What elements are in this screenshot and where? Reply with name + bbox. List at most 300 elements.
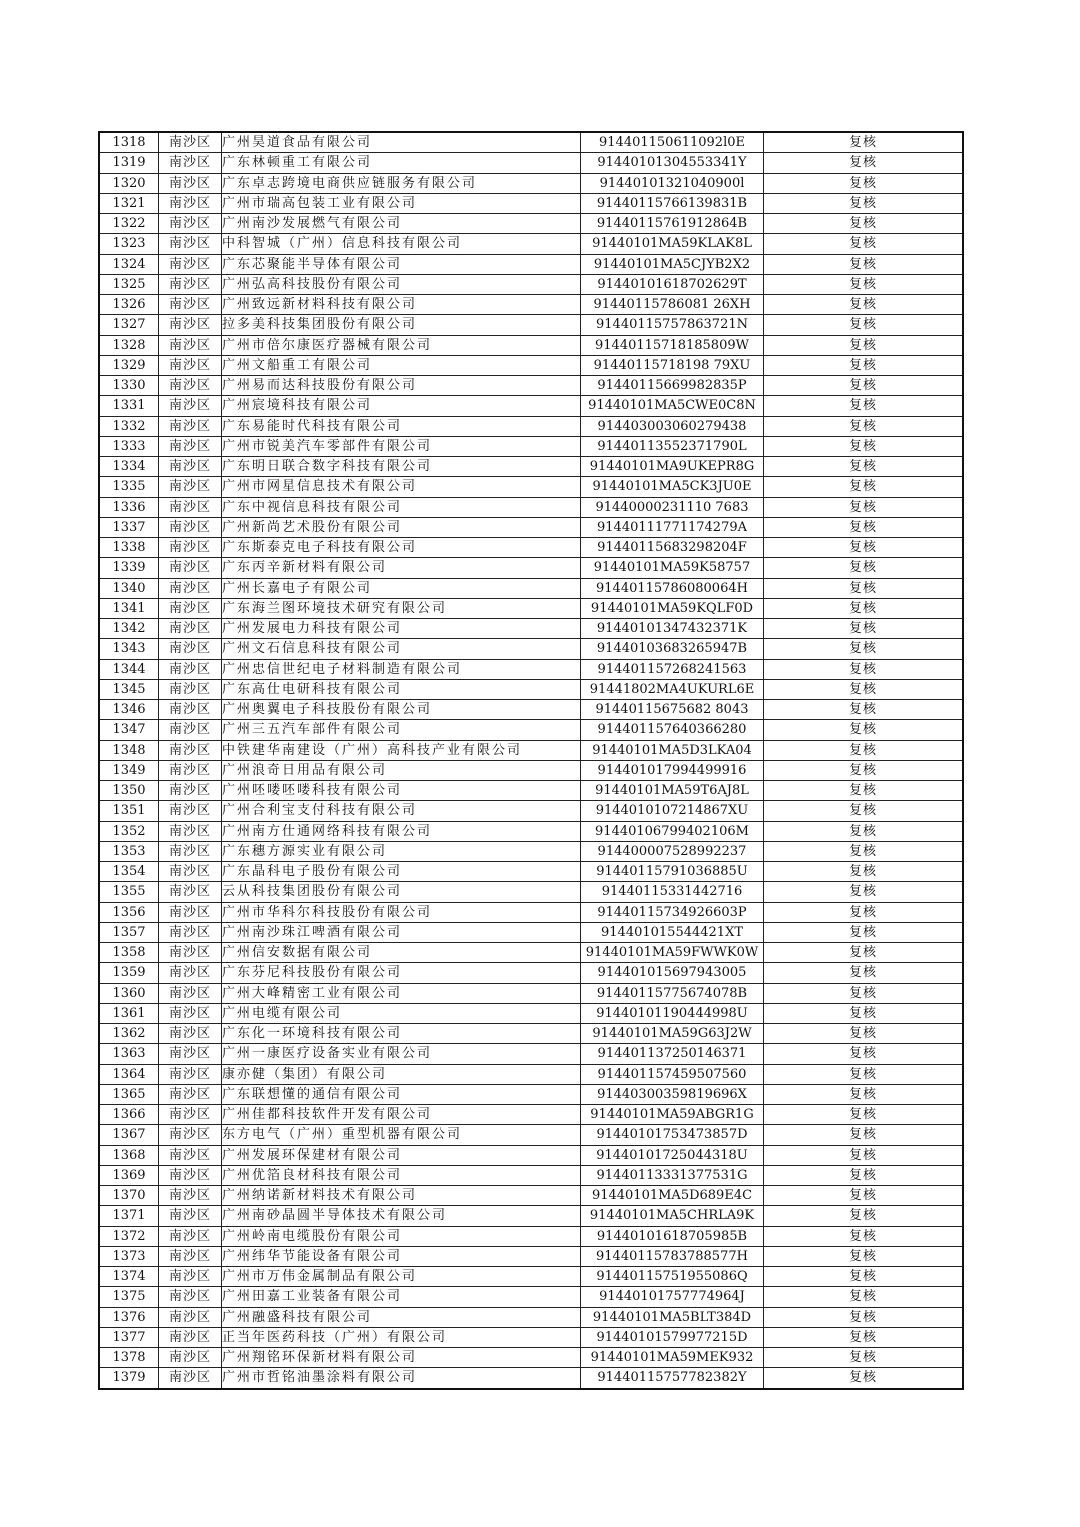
row-number: 1344: [99, 659, 159, 679]
company-name-cell: 广州长嘉电子有限公司: [222, 578, 581, 598]
company-name-cell: 广州浪奇日用品有限公司: [222, 760, 581, 780]
company-list-table: [98, 131, 964, 1390]
table-row: [99, 760, 963, 780]
status-cell: 复核: [764, 1125, 964, 1145]
row-number: 1362: [99, 1024, 159, 1044]
table-row: [99, 538, 963, 558]
credit-code-cell: 914401157640366280: [581, 720, 764, 740]
table-body: [99, 132, 963, 1389]
company-name-cell: 广州合利宝支付科技有限公司: [222, 801, 581, 821]
row-number: 1357: [99, 922, 159, 942]
district-cell: 南沙区: [159, 396, 222, 416]
district-cell: 南沙区: [159, 1145, 222, 1165]
district-cell: 南沙区: [159, 1125, 222, 1145]
status-cell: 复核: [764, 1246, 964, 1266]
status-cell: 复核: [764, 132, 964, 153]
company-name-cell: 广东中视信息科技有限公司: [222, 497, 581, 517]
row-number: 1328: [99, 335, 159, 355]
district-cell: 南沙区: [159, 619, 222, 639]
status-cell: 复核: [764, 234, 964, 254]
district-cell: 南沙区: [159, 639, 222, 659]
status-cell: 复核: [764, 1186, 964, 1206]
credit-code-cell: 91441802MA4UKURL6E: [581, 679, 764, 699]
table-row: [99, 517, 963, 537]
company-name-cell: 广州融盛科技有限公司: [222, 1307, 581, 1327]
table-row: [99, 902, 963, 922]
district-cell: 南沙区: [159, 679, 222, 699]
status-cell: 复核: [764, 1267, 964, 1287]
credit-code-cell: 91440101190444998U: [581, 1003, 764, 1023]
company-name-cell: 拉多美科技集团股份有限公司: [222, 315, 581, 335]
table-row: [99, 214, 963, 234]
company-name-cell: 广州优箔良材科技有限公司: [222, 1165, 581, 1185]
table-row: [99, 700, 963, 720]
row-number: 1333: [99, 436, 159, 456]
district-cell: 南沙区: [159, 173, 222, 193]
company-name-cell: 广州信安数据有限公司: [222, 943, 581, 963]
status-cell: 复核: [764, 1368, 964, 1389]
table-row: [99, 234, 963, 254]
company-name-cell: 广州新尚艺术股份有限公司: [222, 517, 581, 537]
credit-code-cell: 91440115783788577H: [581, 1246, 764, 1266]
row-number: 1354: [99, 862, 159, 882]
row-number: 1329: [99, 355, 159, 375]
table-row: [99, 1105, 963, 1125]
credit-code-cell: 91440101618705985B: [581, 1226, 764, 1246]
district-cell: 南沙区: [159, 558, 222, 578]
row-number: 1334: [99, 457, 159, 477]
row-number: 1323: [99, 234, 159, 254]
status-cell: 复核: [764, 760, 964, 780]
table-row: [99, 1348, 963, 1368]
district-cell: 南沙区: [159, 436, 222, 456]
credit-code-cell: 914401150611092l0E: [581, 132, 764, 153]
status-cell: 复核: [764, 558, 964, 578]
table-row: [99, 740, 963, 760]
company-name-cell: 广州忠信世纪电子材料制造有限公司: [222, 659, 581, 679]
credit-code-cell: 91440115669982835P: [581, 376, 764, 396]
status-cell: 复核: [764, 416, 964, 436]
credit-code-cell: 914400007528992237: [581, 841, 764, 861]
district-cell: 南沙区: [159, 517, 222, 537]
company-name-cell: 广州南方仕通网络科技有限公司: [222, 821, 581, 841]
district-cell: 南沙区: [159, 214, 222, 234]
company-name-cell: 广州岭南电缆股份有限公司: [222, 1226, 581, 1246]
credit-code-cell: 91440111771174279A: [581, 517, 764, 537]
company-name-cell: 广州市华科尔科技股份有限公司: [222, 902, 581, 922]
credit-code-cell: 91440101757774964J: [581, 1287, 764, 1307]
credit-code-cell: 91440101618702629T: [581, 274, 764, 294]
district-cell: 南沙区: [159, 376, 222, 396]
district-cell: 南沙区: [159, 497, 222, 517]
table-row: [99, 1125, 963, 1145]
table-row: [99, 922, 963, 942]
status-cell: 复核: [764, 295, 964, 315]
company-name-cell: 广东易能时代科技有限公司: [222, 416, 581, 436]
status-cell: 复核: [764, 841, 964, 861]
district-cell: 南沙区: [159, 1226, 222, 1246]
table-row: [99, 376, 963, 396]
table-row: [99, 497, 963, 517]
district-cell: 南沙区: [159, 1348, 222, 1368]
status-cell: 复核: [764, 173, 964, 193]
company-name-cell: 广东晶科电子股份有限公司: [222, 862, 581, 882]
credit-code-cell: 91440115761912864B: [581, 214, 764, 234]
credit-code-cell: 914401017994499916: [581, 760, 764, 780]
credit-code-cell: 91440101304553341Y: [581, 153, 764, 173]
table-row: [99, 436, 963, 456]
row-number: 1375: [99, 1287, 159, 1307]
district-cell: 南沙区: [159, 740, 222, 760]
row-number: 1322: [99, 214, 159, 234]
table-row: [99, 295, 963, 315]
row-number: 1372: [99, 1226, 159, 1246]
company-name-cell: 广州昊道食品有限公司: [222, 132, 581, 153]
status-cell: 复核: [764, 598, 964, 618]
table-row: [99, 315, 963, 335]
company-name-cell: 广东海兰图环境技术研究有限公司: [222, 598, 581, 618]
district-cell: 南沙区: [159, 1287, 222, 1307]
company-name-cell: 广州田嘉工业装备有限公司: [222, 1287, 581, 1307]
status-cell: 复核: [764, 193, 964, 213]
company-name-cell: 广州市倍尔康医疗器械有限公司: [222, 335, 581, 355]
status-cell: 复核: [764, 376, 964, 396]
company-name-cell: 中铁建华南建设（广州）高科技产业有限公司: [222, 740, 581, 760]
company-name-cell: 广州文船重工有限公司: [222, 355, 581, 375]
table-row: [99, 1165, 963, 1185]
table-row: [99, 983, 963, 1003]
status-cell: 复核: [764, 1307, 964, 1327]
row-number: 1343: [99, 639, 159, 659]
district-cell: 南沙区: [159, 902, 222, 922]
row-number: 1338: [99, 538, 159, 558]
credit-code-cell: 914401137250146371: [581, 1044, 764, 1064]
status-cell: 复核: [764, 315, 964, 335]
district-cell: 南沙区: [159, 416, 222, 436]
status-cell: 复核: [764, 639, 964, 659]
row-number: 1318: [99, 132, 159, 153]
company-name-cell: 广州南沙发展燃气有限公司: [222, 214, 581, 234]
table-row: [99, 1307, 963, 1327]
status-cell: 复核: [764, 679, 964, 699]
row-number: 1360: [99, 983, 159, 1003]
table-row: [99, 801, 963, 821]
company-name-cell: 正当年医药科技（广州）有限公司: [222, 1327, 581, 1347]
row-number: 1347: [99, 720, 159, 740]
status-cell: 复核: [764, 659, 964, 679]
credit-code-cell: 91440101MA5CWE0C8N: [581, 396, 764, 416]
table-row: [99, 1267, 963, 1287]
company-name-cell: 广州纬华节能设备有限公司: [222, 1246, 581, 1266]
status-cell: 复核: [764, 740, 964, 760]
row-number: 1331: [99, 396, 159, 416]
status-cell: 复核: [764, 801, 964, 821]
status-cell: 复核: [764, 781, 964, 801]
row-number: 1361: [99, 1003, 159, 1023]
row-number: 1364: [99, 1064, 159, 1084]
company-name-cell: 广东丙辛新材料有限公司: [222, 558, 581, 578]
credit-code-cell: 91440115791036885U: [581, 862, 764, 882]
status-cell: 复核: [764, 335, 964, 355]
row-number: 1335: [99, 477, 159, 497]
row-number: 1327: [99, 315, 159, 335]
table-row: [99, 679, 963, 699]
row-number: 1342: [99, 619, 159, 639]
company-name-cell: 广州易而达科技股份有限公司: [222, 376, 581, 396]
row-number: 1325: [99, 274, 159, 294]
status-cell: 复核: [764, 963, 964, 983]
credit-code-cell: 914403003060279438: [581, 416, 764, 436]
district-cell: 南沙区: [159, 781, 222, 801]
row-number: 1348: [99, 740, 159, 760]
district-cell: 南沙区: [159, 801, 222, 821]
company-name-cell: 广东化一环境科技有限公司: [222, 1024, 581, 1044]
row-number: 1320: [99, 173, 159, 193]
credit-code-cell: 914401015544421XT: [581, 922, 764, 942]
district-cell: 南沙区: [159, 882, 222, 902]
row-number: 1373: [99, 1246, 159, 1266]
credit-code-cell: 91440101MA59KQLF0D: [581, 598, 764, 618]
credit-code-cell: 91440106799402106M: [581, 821, 764, 841]
row-number: 1324: [99, 254, 159, 274]
table-row: [99, 396, 963, 416]
district-cell: 南沙区: [159, 355, 222, 375]
credit-code-cell: 91440101MA59ABGR1G: [581, 1105, 764, 1125]
company-name-cell: 广州南沙珠江啤酒有限公司: [222, 922, 581, 942]
credit-code-cell: 91440101753473857D: [581, 1125, 764, 1145]
status-cell: 复核: [764, 1145, 964, 1165]
company-name-cell: 广州三五汽车部件有限公司: [222, 720, 581, 740]
company-name-cell: 广州奥翼电子科技股份有限公司: [222, 700, 581, 720]
district-cell: 南沙区: [159, 720, 222, 740]
credit-code-cell: 914401015697943005: [581, 963, 764, 983]
credit-code-cell: 91440101321040900l: [581, 173, 764, 193]
district-cell: 南沙区: [159, 477, 222, 497]
district-cell: 南沙区: [159, 1327, 222, 1347]
district-cell: 南沙区: [159, 1267, 222, 1287]
company-name-cell: 广州文石信息科技有限公司: [222, 639, 581, 659]
row-number: 1368: [99, 1145, 159, 1165]
credit-code-cell: 91440115757863721N: [581, 315, 764, 335]
credit-code-cell: 91440115751955086Q: [581, 1267, 764, 1287]
row-number: 1339: [99, 558, 159, 578]
credit-code-cell: 91440103683265947B: [581, 639, 764, 659]
credit-code-cell: 91440115786080064H: [581, 578, 764, 598]
district-cell: 南沙区: [159, 963, 222, 983]
credit-code-cell: 91440115675682 8043: [581, 700, 764, 720]
company-name-cell: 康亦健（集团）有限公司: [222, 1064, 581, 1084]
company-name-cell: 广东卓志跨境电商供应链服务有限公司: [222, 173, 581, 193]
district-cell: 南沙区: [159, 922, 222, 942]
status-cell: 复核: [764, 1084, 964, 1104]
row-number: 1376: [99, 1307, 159, 1327]
district-cell: 南沙区: [159, 578, 222, 598]
company-name-cell: 广东联想懂的通信有限公司: [222, 1084, 581, 1104]
row-number: 1366: [99, 1105, 159, 1125]
table-row: [99, 1368, 963, 1389]
district-cell: 南沙区: [159, 132, 222, 153]
credit-code-cell: 91440101MA5BLT384D: [581, 1307, 764, 1327]
credit-code-cell: 91440101MA59T6AJ8L: [581, 781, 764, 801]
table-row: [99, 882, 963, 902]
company-name-cell: 中科智城（广州）信息科技有限公司: [222, 234, 581, 254]
status-cell: 复核: [764, 1003, 964, 1023]
row-number: 1349: [99, 760, 159, 780]
table-row: [99, 841, 963, 861]
district-cell: 南沙区: [159, 659, 222, 679]
table-row: [99, 254, 963, 274]
credit-code-cell: 91440115331442716: [581, 882, 764, 902]
status-cell: 复核: [764, 214, 964, 234]
table-row: [99, 639, 963, 659]
table-row: [99, 821, 963, 841]
district-cell: 南沙区: [159, 295, 222, 315]
row-number: 1352: [99, 821, 159, 841]
district-cell: 南沙区: [159, 1165, 222, 1185]
credit-code-cell: 91440115786081 26XH: [581, 295, 764, 315]
credit-code-cell: 91440101MA59KLAK8L: [581, 234, 764, 254]
status-cell: 复核: [764, 538, 964, 558]
company-name-cell: 广东穗方源实业有限公司: [222, 841, 581, 861]
district-cell: 南沙区: [159, 1186, 222, 1206]
table-row: [99, 1044, 963, 1064]
status-cell: 复核: [764, 254, 964, 274]
company-name-cell: 广州致远新材料科技有限公司: [222, 295, 581, 315]
table-row: [99, 619, 963, 639]
table-row: [99, 659, 963, 679]
table-row: [99, 1287, 963, 1307]
company-name-cell: 广州翔铭环保新材料有限公司: [222, 1348, 581, 1368]
district-cell: 南沙区: [159, 335, 222, 355]
status-cell: 复核: [764, 355, 964, 375]
status-cell: 复核: [764, 396, 964, 416]
row-number: 1330: [99, 376, 159, 396]
credit-code-cell: 91440113552371790L: [581, 436, 764, 456]
company-name-cell: 广州发展电力科技有限公司: [222, 619, 581, 639]
credit-code-cell: 91440101579977215D: [581, 1327, 764, 1347]
table-row: [99, 416, 963, 436]
status-cell: 复核: [764, 153, 964, 173]
district-cell: 南沙区: [159, 1064, 222, 1084]
table-row: [99, 1226, 963, 1246]
row-number: 1326: [99, 295, 159, 315]
table-row: [99, 193, 963, 213]
company-name-cell: 广州电缆有限公司: [222, 1003, 581, 1023]
table-row: [99, 457, 963, 477]
credit-code-cell: 91440115775674078B: [581, 983, 764, 1003]
table-row: [99, 1246, 963, 1266]
row-number: 1359: [99, 963, 159, 983]
district-cell: 南沙区: [159, 234, 222, 254]
table-row: [99, 335, 963, 355]
credit-code-cell: 91440115718185809W: [581, 335, 764, 355]
district-cell: 南沙区: [159, 457, 222, 477]
district-cell: 南沙区: [159, 254, 222, 274]
table-row: [99, 1084, 963, 1104]
row-number: 1350: [99, 781, 159, 801]
status-cell: 复核: [764, 983, 964, 1003]
table-row: [99, 1206, 963, 1226]
credit-code-cell: 91440000231110 7683: [581, 497, 764, 517]
table-row: [99, 477, 963, 497]
status-cell: 复核: [764, 1105, 964, 1125]
row-number: 1356: [99, 902, 159, 922]
district-cell: 南沙区: [159, 983, 222, 1003]
status-cell: 复核: [764, 1226, 964, 1246]
status-cell: 复核: [764, 943, 964, 963]
company-name-cell: 广东芯聚能半导体有限公司: [222, 254, 581, 274]
status-cell: 复核: [764, 436, 964, 456]
district-cell: 南沙区: [159, 1307, 222, 1327]
district-cell: 南沙区: [159, 538, 222, 558]
credit-code-cell: 91440101MA59FWWK0W: [581, 943, 764, 963]
credit-code-cell: 91440101MA5D689E4C: [581, 1186, 764, 1206]
row-number: 1346: [99, 700, 159, 720]
row-number: 1369: [99, 1165, 159, 1185]
status-cell: 复核: [764, 477, 964, 497]
status-cell: 复核: [764, 922, 964, 942]
company-name-cell: 广东明日联合数字科技有限公司: [222, 457, 581, 477]
company-name-cell: 广州南砂晶圆半导体技术有限公司: [222, 1206, 581, 1226]
credit-code-cell: 91440113331377531G: [581, 1165, 764, 1185]
row-number: 1355: [99, 882, 159, 902]
company-name-cell: 广州一康医疗设备实业有限公司: [222, 1044, 581, 1064]
credit-code-cell: 91440101725044318U: [581, 1145, 764, 1165]
table-row: [99, 1024, 963, 1044]
status-cell: 复核: [764, 862, 964, 882]
district-cell: 南沙区: [159, 1003, 222, 1023]
status-cell: 复核: [764, 1327, 964, 1347]
status-cell: 复核: [764, 1348, 964, 1368]
table-row: [99, 720, 963, 740]
row-number: 1337: [99, 517, 159, 537]
table-row: [99, 132, 963, 153]
credit-code-cell: 91440115766139831B: [581, 193, 764, 213]
table-row: [99, 1327, 963, 1347]
district-cell: 南沙区: [159, 274, 222, 294]
credit-code-cell: 914401157459507560: [581, 1064, 764, 1084]
company-name-cell: 广东斯泰克电子科技有限公司: [222, 538, 581, 558]
table-row: [99, 558, 963, 578]
district-cell: 南沙区: [159, 153, 222, 173]
district-cell: 南沙区: [159, 821, 222, 841]
status-cell: 复核: [764, 1044, 964, 1064]
status-cell: 复核: [764, 1206, 964, 1226]
company-name-cell: 广州大峰精密工业有限公司: [222, 983, 581, 1003]
row-number: 1321: [99, 193, 159, 213]
status-cell: 复核: [764, 619, 964, 639]
table-row: [99, 1003, 963, 1023]
status-cell: 复核: [764, 821, 964, 841]
table-row: [99, 862, 963, 882]
district-cell: 南沙区: [159, 1206, 222, 1226]
status-cell: 复核: [764, 517, 964, 537]
row-number: 1358: [99, 943, 159, 963]
district-cell: 南沙区: [159, 1044, 222, 1064]
district-cell: 南沙区: [159, 598, 222, 618]
status-cell: 复核: [764, 578, 964, 598]
company-name-cell: 广州市锐美汽车零部件有限公司: [222, 436, 581, 456]
status-cell: 复核: [764, 274, 964, 294]
row-number: 1340: [99, 578, 159, 598]
table-row: [99, 173, 963, 193]
district-cell: 南沙区: [159, 1024, 222, 1044]
table-row: [99, 1145, 963, 1165]
row-number: 1345: [99, 679, 159, 699]
district-cell: 南沙区: [159, 193, 222, 213]
company-name-cell: 广州宸境科技有限公司: [222, 396, 581, 416]
table-row: [99, 1186, 963, 1206]
